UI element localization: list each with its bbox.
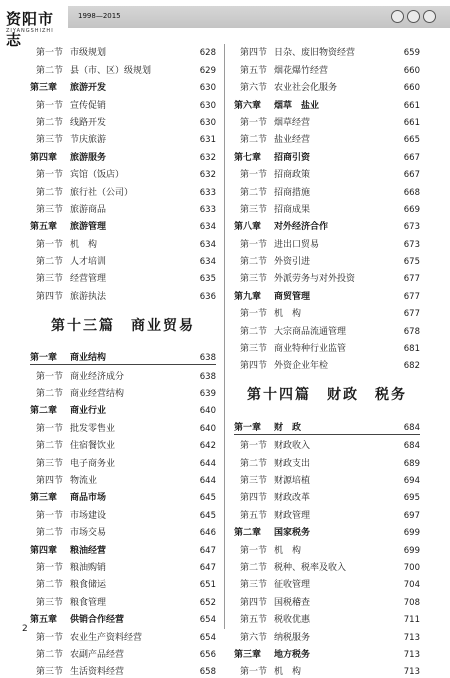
toc-entry-page: 665: [403, 135, 420, 146]
toc-entry-text: 纳税服务: [274, 632, 311, 643]
toc-entry-label: 第五节: [240, 510, 268, 521]
toc-chapter-row[interactable]: [234, 285, 420, 302]
toc-entry-label: 第四节: [240, 48, 268, 59]
toc-entry-page: 656: [199, 649, 216, 660]
toc-section-row[interactable]: [30, 94, 216, 111]
toc-entry-text: 商贸管理: [274, 291, 311, 302]
toc-entry-text: 物流业: [70, 475, 98, 486]
toc-section-row[interactable]: [30, 285, 216, 302]
toc-entry-text: 财源培植: [274, 475, 311, 486]
toc-entry-label: 第一节: [36, 100, 64, 111]
toc-entry-label: 第一节: [240, 441, 268, 452]
toc-entry-text: 线路开发: [70, 117, 107, 128]
toc-entry-page: 704: [403, 580, 420, 591]
toc-entry-label: 第四节: [240, 361, 268, 372]
toc-entry-page: 634: [199, 257, 216, 268]
toc-entry-page: 631: [199, 135, 216, 146]
toc-entry-page: 677: [403, 274, 420, 285]
toc-entry-page: 632: [199, 170, 216, 181]
toc-entry-page: 640: [199, 406, 216, 417]
toc-entry-label: 第一节: [36, 48, 64, 59]
toc-entry-page: 682: [403, 361, 420, 372]
toc-entry-page: 713: [403, 667, 420, 678]
toc-section-row[interactable]: [30, 365, 216, 382]
toc-section-row[interactable]: [30, 42, 216, 59]
toc-entry-label: 第一节: [240, 117, 268, 128]
toc-entry-page: 684: [403, 422, 420, 433]
header-title-box: [0, 0, 68, 49]
toc-chapter-row[interactable]: [234, 146, 420, 163]
toc-entry-page: 708: [403, 597, 420, 608]
toc-entry-label: 第一节: [240, 545, 268, 556]
toc-entry-text: 商业结构: [70, 353, 107, 364]
toc-section-row[interactable]: [234, 129, 420, 146]
circle-icon: [423, 10, 436, 23]
toc-entry-label: 第二节: [36, 580, 64, 591]
toc-entry-page: 675: [403, 257, 420, 268]
toc-section-row[interactable]: [30, 383, 216, 400]
toc-entry-page: 689: [403, 458, 420, 469]
toc-section-row[interactable]: [234, 435, 420, 452]
toc-entry-label: 第二节: [240, 135, 268, 146]
toc-entry-label: 第六章: [234, 100, 262, 111]
toc-entry-label: 第八章: [234, 222, 262, 233]
toc-section-row[interactable]: [30, 181, 216, 198]
toc-entry-label: 第二节: [36, 65, 64, 76]
toc-section-row[interactable]: [30, 129, 216, 146]
toc-entry-page: 646: [199, 528, 216, 539]
toc-entry-page: 673: [403, 239, 420, 250]
toc-entry-text: 市场建设: [70, 510, 107, 521]
toc-entry-text: 粮食管理: [70, 597, 107, 608]
toc-entry-text: 机 构: [274, 309, 302, 320]
toc-entry-page: 658: [199, 667, 216, 678]
circle-icon: [391, 10, 404, 23]
toc-entry-text: 住宿餐饮业: [70, 441, 116, 452]
toc-section-row[interactable]: [30, 199, 216, 216]
toc-section-row[interactable]: [234, 112, 420, 129]
toc-section-row[interactable]: [30, 557, 216, 574]
toc-chapter-row[interactable]: [30, 400, 216, 417]
toc-entry-text: 招商引资: [274, 152, 311, 163]
toc-entry-text: 电子商务业: [70, 458, 116, 469]
toc-entry-label: 第一节: [36, 632, 64, 643]
toc-entry-text: 人才培训: [70, 257, 107, 268]
toc-entry-text: 生活资料经营: [70, 667, 125, 678]
toc-entry-page: 630: [199, 83, 216, 94]
toc-section-row[interactable]: [234, 338, 420, 355]
toc-entry-label: 第四节: [36, 291, 64, 302]
toc-entry-label: 第二节: [36, 649, 64, 660]
toc-section-row[interactable]: [234, 539, 420, 556]
toc-entry-text: 市级规划: [70, 48, 107, 59]
toc-entry-text: 农业社会化服务: [274, 83, 338, 94]
toc-entry-label: 第三节: [240, 580, 268, 591]
toc-entry-text: 商业行业: [70, 406, 107, 417]
toc-right-column: [234, 42, 420, 678]
toc-section-row[interactable]: [30, 626, 216, 643]
toc-entry-label: 第一节: [36, 510, 64, 521]
toc-section-row[interactable]: [30, 591, 216, 608]
toc-chapter-row[interactable]: [30, 216, 216, 233]
toc-entry-page: 711: [403, 615, 420, 626]
toc-section-row[interactable]: [30, 233, 216, 250]
toc-entry-label: 第二节: [36, 441, 64, 452]
toc-section-row[interactable]: [234, 574, 420, 591]
toc-entry-text: 烟草 盐业: [274, 100, 320, 111]
toc-chapter-row[interactable]: [234, 522, 420, 539]
toc-entry-page: 673: [403, 222, 420, 233]
toc-entry-text: 节庆旅游: [70, 135, 107, 146]
toc-entry-page: 700: [403, 562, 420, 573]
toc-entry-label: 第五节: [240, 65, 268, 76]
toc-chapter-row[interactable]: [30, 77, 216, 94]
toc-entry-text: 商业经营结构: [70, 389, 125, 400]
toc-entry-text: 征收管理: [274, 580, 311, 591]
toc-entry-label: 第一节: [36, 371, 64, 382]
toc-entry-page: 644: [199, 458, 216, 469]
toc-entry-label: 第四节: [36, 475, 64, 486]
toc-section-row[interactable]: [30, 452, 216, 469]
toc-section-row[interactable]: [30, 504, 216, 521]
toc-entry-page: 661: [403, 100, 420, 111]
toc-entry-label: 第一章: [30, 353, 58, 364]
toc-entry-label: 第四节: [240, 597, 268, 608]
part-heading: 第十三篇 商业贸易: [51, 317, 195, 334]
decorative-circles: [391, 10, 436, 23]
toc-entry-text: 税收优惠: [274, 615, 311, 626]
toc-chapter-row[interactable]: [234, 416, 420, 434]
toc-chapter-row[interactable]: [30, 487, 216, 504]
toc-entry-text: 旅行社（公司）: [70, 187, 134, 198]
toc-entry-page: 640: [199, 423, 216, 434]
toc-entry-label: 第二节: [36, 257, 64, 268]
toc-section-row[interactable]: [30, 644, 216, 661]
toc-entry-label: 第一节: [240, 170, 268, 181]
toc-entry-text: 国税稽查: [274, 597, 311, 608]
toc-entry-label: 第二节: [36, 528, 64, 539]
toc-entry-page: 645: [199, 493, 216, 504]
toc-section-row[interactable]: [30, 574, 216, 591]
toc-section-row[interactable]: [234, 661, 420, 678]
toc-entry-page: 644: [199, 475, 216, 486]
toc-entry-label: 第三节: [240, 344, 268, 355]
toc-entry-label: 第三章: [30, 493, 58, 504]
toc-entry-label: 第二节: [240, 187, 268, 198]
toc-entry-page: 684: [403, 441, 420, 452]
toc-entry-page: 629: [199, 65, 216, 76]
toc-entry-page: 654: [199, 615, 216, 626]
toc-entry-text: 旅游开发: [70, 83, 107, 94]
toc-chapter-row[interactable]: [234, 216, 420, 233]
toc-entry-label: 第三节: [240, 475, 268, 486]
toc-entry-text: 粮油经营: [70, 545, 107, 556]
toc-entry-text: 旅游管理: [70, 222, 107, 233]
toc-section-row[interactable]: [234, 626, 420, 643]
toc-entry-page: 638: [199, 353, 216, 364]
toc-chapter-row[interactable]: [30, 539, 216, 556]
toc-entry-page: 713: [403, 632, 420, 643]
toc-section-row[interactable]: [30, 661, 216, 678]
toc-entry-page: 669: [403, 204, 420, 215]
toc-entry-label: 第三节: [36, 667, 64, 678]
toc-chapter-row[interactable]: [234, 94, 420, 111]
toc-entry-text: 机 构: [70, 239, 98, 250]
toc-entry-text: 批发零售业: [70, 423, 116, 434]
circle-icon: [407, 10, 420, 23]
toc-section-row[interactable]: [30, 112, 216, 129]
toc-entry-label: 第五节: [240, 615, 268, 626]
toc-entry-text: 日杂、废旧物资经营: [274, 48, 356, 59]
toc-section-row[interactable]: [30, 251, 216, 268]
toc-left-column: [30, 42, 216, 678]
toc-entry-text: 招商成果: [274, 204, 311, 215]
toc-chapter-row[interactable]: [234, 644, 420, 661]
toc-entry-text: 农业生产资料经营: [70, 632, 143, 643]
toc-section-row[interactable]: [30, 417, 216, 434]
toc-section-row[interactable]: [30, 268, 216, 285]
toc-entry-page: 681: [403, 344, 420, 355]
toc-entry-page: 652: [199, 597, 216, 608]
toc-chapter-row[interactable]: [30, 146, 216, 163]
toc-entry-label: 第三节: [36, 274, 64, 285]
toc-entry-label: 第三章: [30, 83, 58, 94]
toc-entry-label: 第二节: [240, 562, 268, 573]
toc-entry-page: 635: [199, 274, 216, 285]
toc-entry-page: 660: [403, 83, 420, 94]
toc-entry-label: 第四节: [240, 493, 268, 504]
toc-chapter-row[interactable]: [30, 347, 216, 365]
toc-entry-page: 628: [199, 48, 216, 59]
toc-section-row[interactable]: [30, 470, 216, 487]
toc-entry-label: 第一节: [36, 562, 64, 573]
toc-entry-label: 第二章: [30, 406, 58, 417]
page-number: 2: [22, 624, 28, 634]
book-title-pinyin: ZIYANGSHIZHI: [6, 28, 54, 34]
toc-section-row[interactable]: [234, 199, 420, 216]
toc-section-row[interactable]: [234, 164, 420, 181]
toc-entry-text: 商业特种行业监管: [274, 344, 347, 355]
toc-entry-page: 660: [403, 65, 420, 76]
toc-entry-text: 对外经济合作: [274, 222, 329, 233]
toc-entry-text: 国家税务: [274, 528, 311, 539]
toc-entry-text: 盐业经营: [274, 135, 311, 146]
toc-section-row[interactable]: [30, 164, 216, 181]
toc-entry-page: 667: [403, 152, 420, 163]
toc-entry-text: 外资企业年检: [274, 361, 329, 372]
book-title: 资阳市志: [6, 10, 55, 49]
toc-entry-page: 695: [403, 493, 420, 504]
toc-entry-text: 粮油购销: [70, 562, 107, 573]
toc-entry-text: 机 构: [274, 545, 302, 556]
toc-entry-page: 651: [199, 580, 216, 591]
toc-entry-label: 第三节: [36, 458, 64, 469]
toc-entry-label: 第四章: [30, 152, 58, 163]
toc-entry-page: 630: [199, 117, 216, 128]
toc-entry-text: 财政支出: [274, 458, 311, 469]
toc-section-row[interactable]: [234, 181, 420, 198]
toc-entry-label: 第一节: [240, 309, 268, 320]
toc-section-row[interactable]: [234, 303, 420, 320]
toc-entry-text: 税种、税率及收入: [274, 562, 347, 573]
year-range: 1998—2015: [78, 12, 121, 20]
page-header: [0, 0, 450, 49]
toc-entry-label: 第一节: [36, 170, 64, 181]
toc-section-row[interactable]: [234, 355, 420, 372]
toc-entry-label: 第六节: [240, 83, 268, 94]
toc-entry-page: 636: [199, 291, 216, 302]
toc-entry-text: 旅游服务: [70, 152, 107, 163]
toc-entry-page: 633: [199, 204, 216, 215]
toc-entry-label: 第一章: [234, 422, 262, 433]
toc-entry-page: 694: [403, 475, 420, 486]
toc-entry-text: 供销合作经营: [70, 615, 125, 626]
toc-entry-page: 678: [403, 326, 420, 337]
toc-entry-label: 第七章: [234, 152, 262, 163]
toc-entry-page: 633: [199, 187, 216, 198]
toc-entry-text: 大宗商品流通管理: [274, 326, 347, 337]
toc-entry-text: 机 构: [274, 667, 302, 678]
toc-entry-page: 638: [199, 371, 216, 382]
toc-entry-label: 第三章: [234, 649, 262, 660]
toc-entry-text: 粮食储运: [70, 580, 107, 591]
toc-entry-text: 招商政策: [274, 170, 311, 181]
toc-entry-page: 654: [199, 632, 216, 643]
toc-section-row[interactable]: [234, 233, 420, 250]
toc-entry-page: 645: [199, 510, 216, 521]
toc-entry-label: 第二节: [36, 187, 64, 198]
toc-entry-text: 地方税务: [274, 649, 311, 660]
toc-entry-label: 第三节: [240, 204, 268, 215]
toc-entry-text: 宣传促销: [70, 100, 107, 111]
column-divider: [224, 44, 225, 629]
toc-entry-page: 699: [403, 528, 420, 539]
toc-entry-text: 县（市、区）级规划: [70, 65, 152, 76]
toc-entry-text: 宾馆（饭店）: [70, 170, 125, 181]
toc-section-row[interactable]: [234, 470, 420, 487]
toc-entry-label: 第二节: [240, 326, 268, 337]
toc-entry-label: 第三节: [240, 274, 268, 285]
toc-entry-page: 634: [199, 239, 216, 250]
toc-entry-text: 财政收入: [274, 441, 311, 452]
toc-entry-text: 外资引进: [274, 257, 311, 268]
toc-entry-page: 639: [199, 389, 216, 400]
toc-entry-label: 第九章: [234, 291, 262, 302]
toc-entry-page: 668: [403, 187, 420, 198]
toc-entry-page: 632: [199, 152, 216, 163]
toc-section-row[interactable]: [234, 59, 420, 76]
toc-section-row[interactable]: [234, 320, 420, 337]
toc-entry-text: 农副产品经营: [70, 649, 125, 660]
toc-section-row[interactable]: [234, 42, 420, 59]
toc-entry-label: 第一节: [36, 423, 64, 434]
toc-entry-text: 财政改革: [274, 493, 311, 504]
toc-entry-page: 630: [199, 100, 216, 111]
toc-entry-label: 第六节: [240, 632, 268, 643]
toc-section-row[interactable]: [30, 522, 216, 539]
toc-chapter-row[interactable]: [30, 609, 216, 626]
toc-entry-label: 第三节: [36, 135, 64, 146]
toc-entry-label: 第三节: [36, 204, 64, 215]
toc-entry-page: 642: [199, 441, 216, 452]
toc-entry-label: 第二章: [234, 528, 262, 539]
part-heading: 第十四篇 财政 税务: [247, 387, 407, 404]
toc-entry-text: 烟草经营: [274, 117, 311, 128]
toc-entry-label: 第二节: [36, 117, 64, 128]
toc-entry-label: 第一节: [240, 667, 268, 678]
toc-entry-text: 烟花爆竹经营: [274, 65, 329, 76]
toc-entry-label: 第二节: [36, 389, 64, 400]
toc-section-row[interactable]: [234, 268, 420, 285]
toc-entry-page: 659: [403, 48, 420, 59]
toc-entry-page: 677: [403, 309, 420, 320]
toc-entry-page: 634: [199, 222, 216, 233]
toc-entry-text: 财 政: [274, 422, 302, 433]
toc-entry-page: 713: [403, 649, 420, 660]
toc-section-row[interactable]: [234, 251, 420, 268]
toc-section-row[interactable]: [234, 504, 420, 521]
toc-entry-text: 财政管理: [274, 510, 311, 521]
toc-entry-page: 661: [403, 117, 420, 128]
toc-section-row[interactable]: [234, 557, 420, 574]
toc-entry-text: 商业经济成分: [70, 371, 125, 382]
toc-entry-text: 商品市场: [70, 493, 107, 504]
toc-entry-page: 677: [403, 291, 420, 302]
toc-entry-label: 第二节: [240, 257, 268, 268]
toc-entry-text: 旅游商品: [70, 204, 107, 215]
toc-section-row[interactable]: [234, 452, 420, 469]
toc-entry-label: 第五章: [30, 222, 58, 233]
toc-entry-label: 第三节: [36, 597, 64, 608]
toc-entry-text: 进出口贸易: [274, 239, 320, 250]
toc-section-row[interactable]: [234, 487, 420, 504]
toc-entry-page: 647: [199, 545, 216, 556]
toc-section-row[interactable]: [234, 77, 420, 94]
toc-entry-text: 招商措施: [274, 187, 311, 198]
toc-entry-label: 第四章: [30, 545, 58, 556]
toc-entry-text: 经营管理: [70, 274, 107, 285]
toc-entry-text: 市场交易: [70, 528, 107, 539]
toc-entry-page: 647: [199, 562, 216, 573]
toc-entry-page: 697: [403, 510, 420, 521]
toc-entry-page: 667: [403, 170, 420, 181]
toc-entry-label: 第一节: [240, 239, 268, 250]
toc-section-row[interactable]: [234, 609, 420, 626]
toc-entry-text: 外派劳务与对外投资: [274, 274, 356, 285]
toc-section-row[interactable]: [234, 591, 420, 608]
toc-entry-text: 旅游执法: [70, 291, 107, 302]
toc-section-row[interactable]: [30, 59, 216, 76]
toc-entry-page: 699: [403, 545, 420, 556]
toc-entry-label: 第二节: [240, 458, 268, 469]
toc-entry-label: 第五章: [30, 615, 58, 626]
toc-section-row[interactable]: [30, 435, 216, 452]
toc-entry-label: 第一节: [36, 239, 64, 250]
